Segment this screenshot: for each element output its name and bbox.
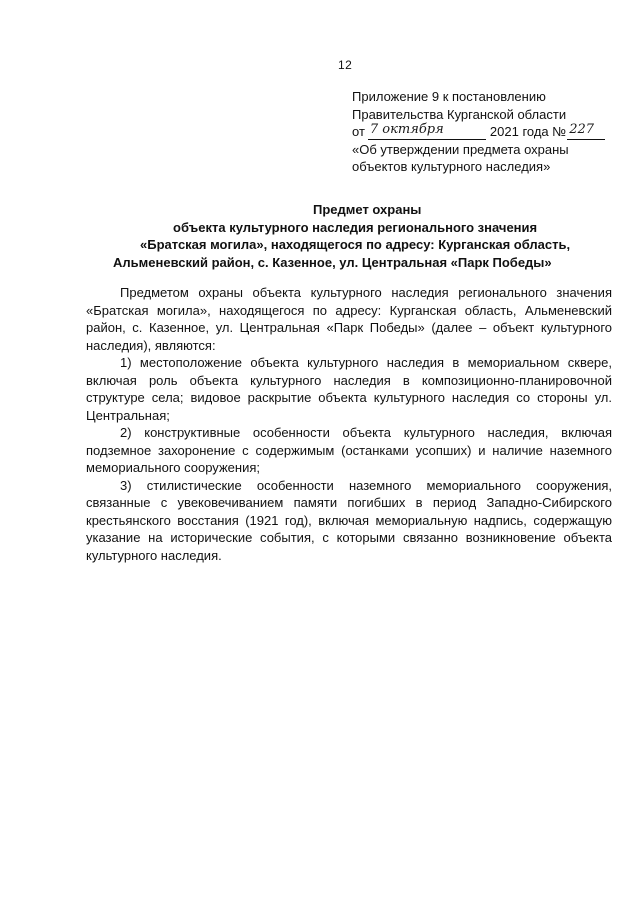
- title-line-4: Альменевский район, с. Казенное, ул. Центральная «Парк Победы»: [113, 254, 552, 270]
- title-line-2: объекта культурного наследия регионального значения: [173, 219, 538, 235]
- title-line-1: Предмет охраны: [313, 202, 422, 217]
- document-body: [86, 284, 612, 564]
- handwritten-number: 227: [567, 126, 605, 140]
- year-text: 2021 года №: [489, 124, 567, 139]
- paragraph-item-2: 2) конструктивные особенности объекта культурного наследия, включая подземное захоронение с содержимым (останками усопших) и наличие наземного мемориального сооружения;: [86, 425, 612, 475]
- date-prefix: от: [352, 124, 365, 139]
- annex-date-line: [352, 123, 622, 141]
- document-title: [60, 201, 640, 271]
- page-number: 12: [338, 58, 353, 72]
- paragraph-intro: Предметом охраны объекта культурного наследия регионального значения «Братская могила», находящегося по адресу: Курганская область, Альменевский район, с. Казенное, ул. Центральная «Парк Победы» (далее – объект культурного наследия), являются:: [86, 285, 612, 353]
- annex-line-2: Правительства Курганской области: [352, 106, 567, 122]
- annex-header: [352, 88, 622, 176]
- annex-line-4: «Об утверждении предмета охраны: [352, 141, 569, 157]
- annex-line-1: Приложение 9 к постановлению: [352, 89, 546, 104]
- handwritten-date: 7 октября: [368, 126, 486, 140]
- annex-line-5: объектов культурного наследия»: [352, 159, 551, 174]
- title-line-3: «Братская могила», находящегося по адресу: Курганская область,: [140, 237, 571, 252]
- paragraph-item-3: 3) стилистические особенности наземного мемориального сооружения, связанные с увековечиванием памяти погибших в период Западно-Сибирского крестьянского восстания (1921 год), включая мемориальную надпись, содержащую указание на исторические события, с которыми связанно возникновение объекта культурного наследия.: [86, 477, 612, 563]
- paragraph-item-1: 1) местоположение объекта культурного наследия в мемориальном сквере, включая роль объекта культурного наследия в композиционно-планировочной структуре села; видовое раскрытие объекта культурного наследия со стороны ул. Центральная;: [86, 355, 612, 423]
